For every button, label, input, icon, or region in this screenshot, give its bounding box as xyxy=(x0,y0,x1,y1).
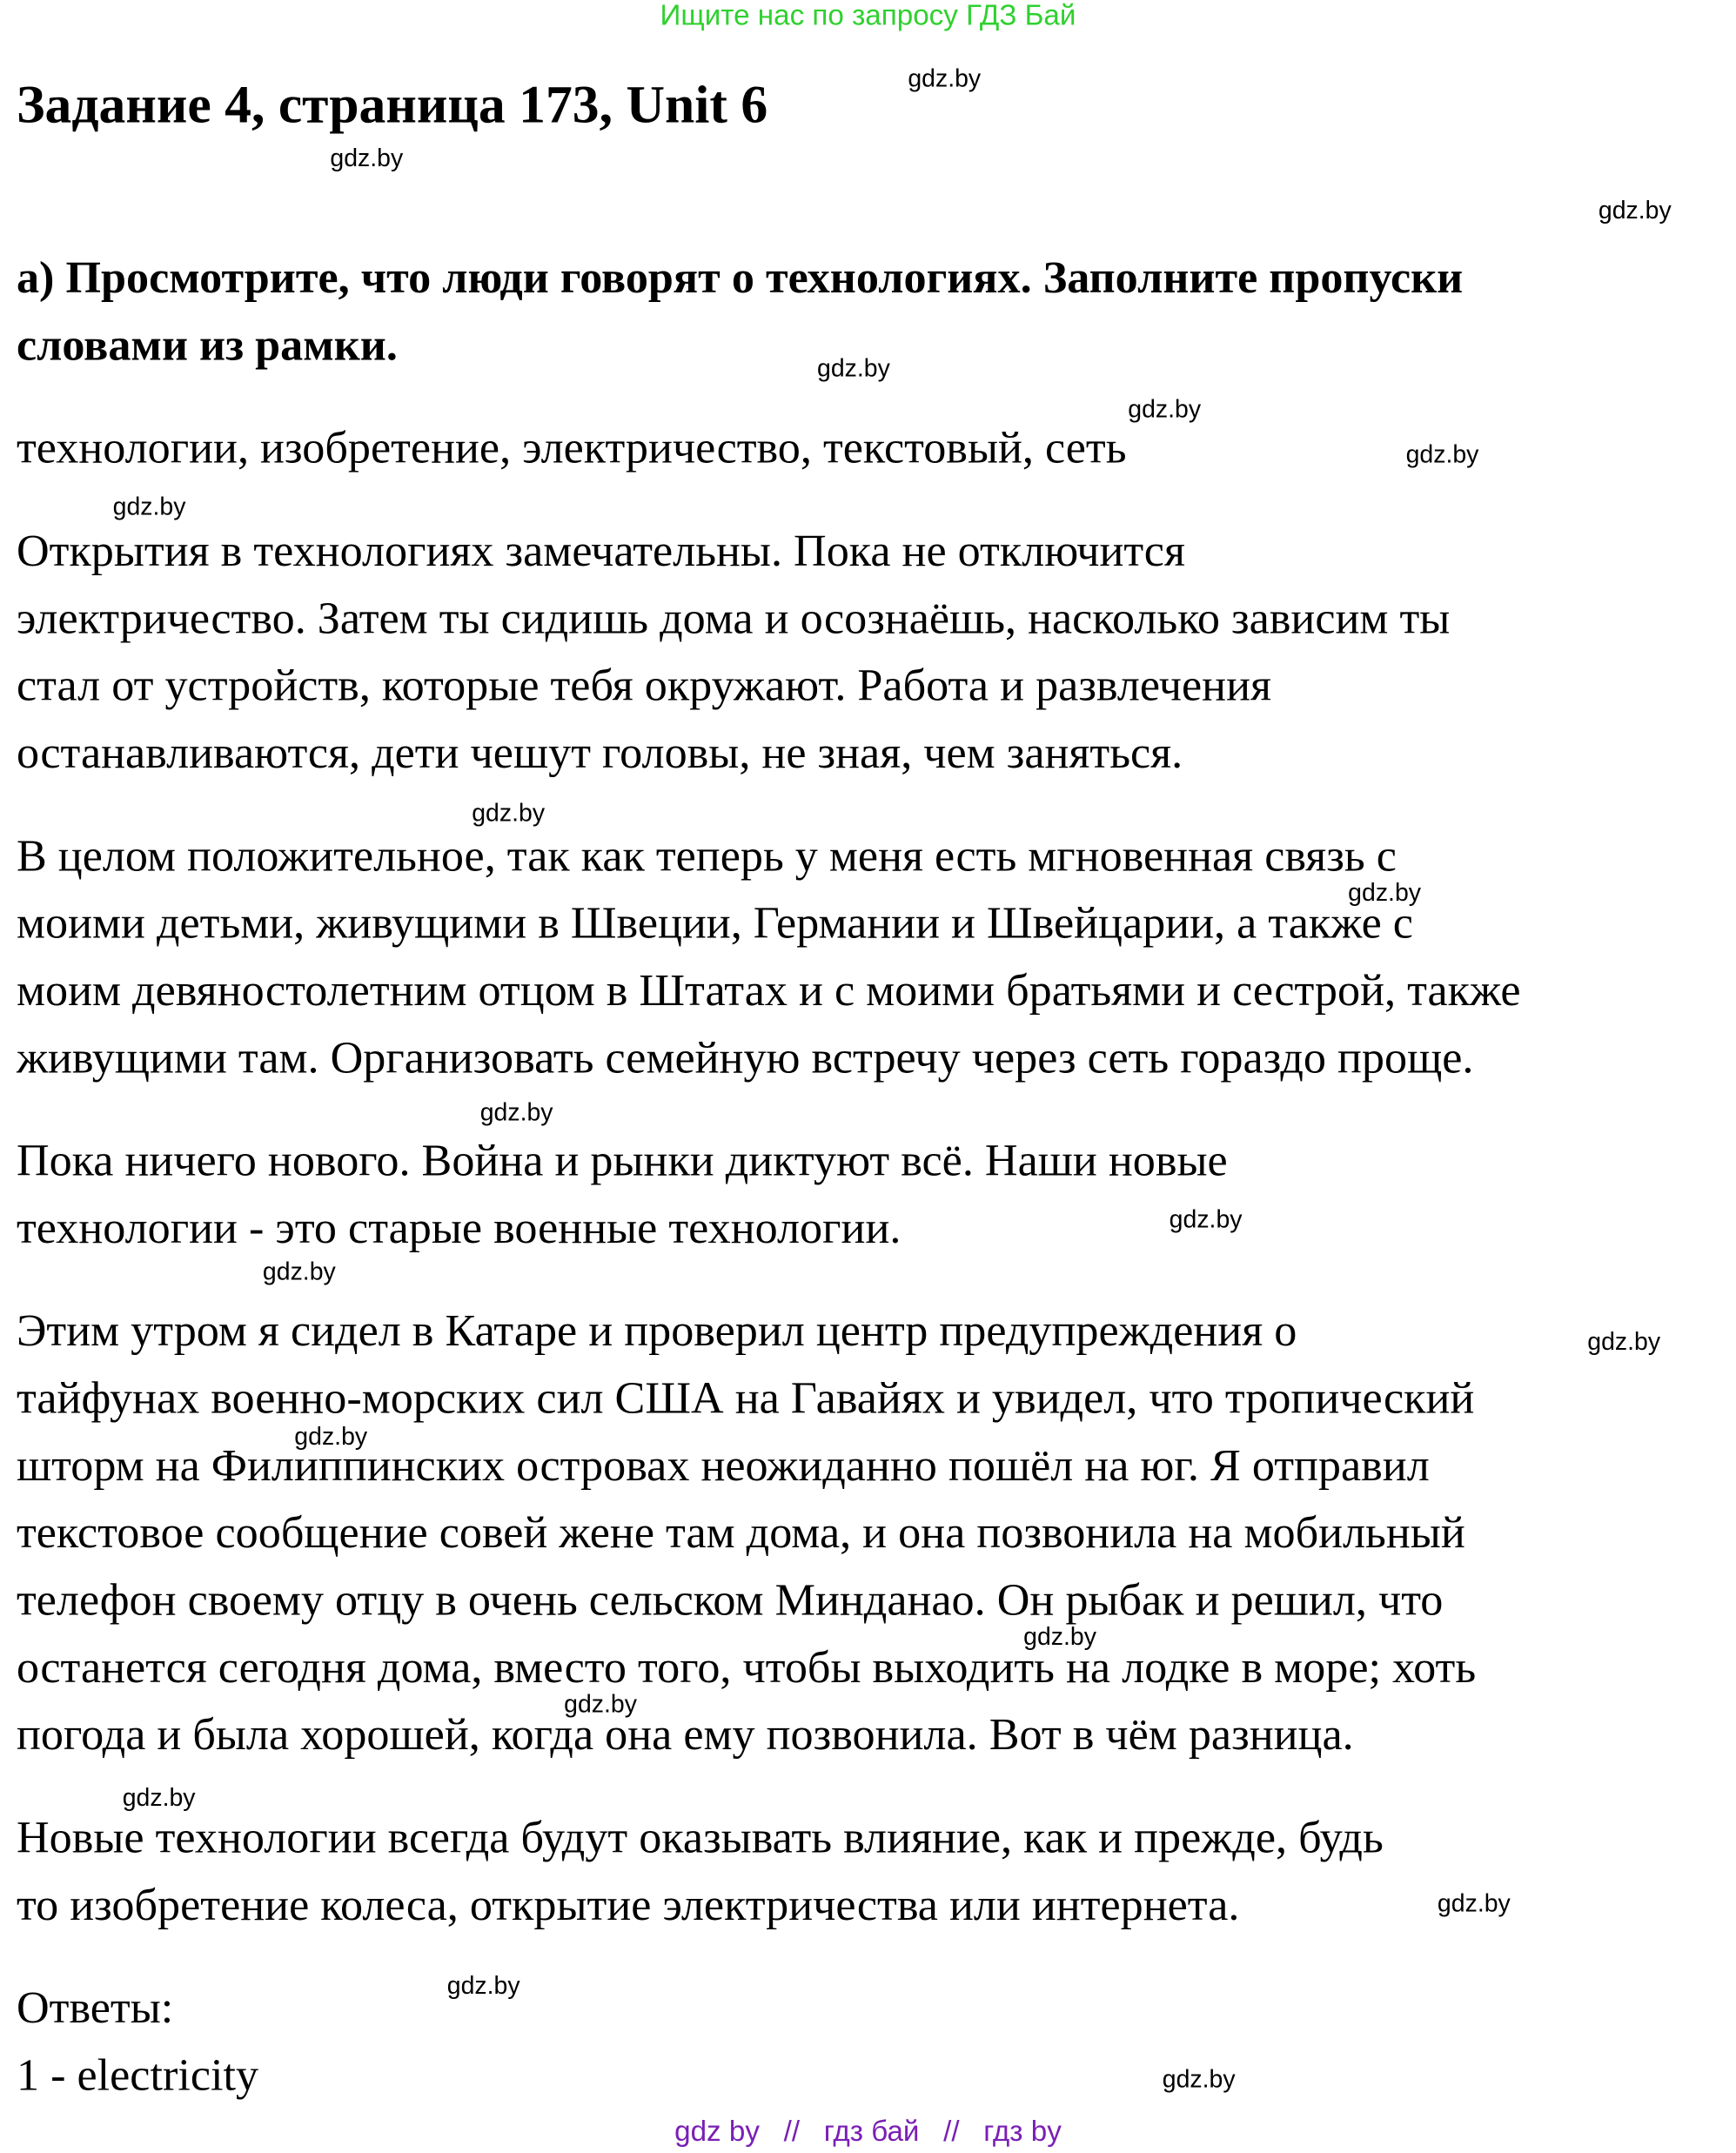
paragraph-1-line-3: стал от устройств, которые тебя окружают. Работа и развлечения xyxy=(16,661,1272,712)
watermark: gdz.by xyxy=(479,1098,553,1126)
paragraph-4-line-4: текстовое сообщение совей жене там дома, и она позвонила на мобильный xyxy=(16,1509,1465,1559)
watermark: gdz.by xyxy=(330,144,404,172)
footer-links xyxy=(0,2116,1736,2149)
watermark: gdz.by xyxy=(816,354,890,382)
paragraph-5-line-1: Новые технологии всегда будут оказывать влияние, как и прежде, будь xyxy=(16,1814,1384,1864)
top-banner-link[interactable]: Ищите нас по запросу ГДЗ Бай xyxy=(660,0,1076,32)
watermark: gdz.by xyxy=(446,1971,520,2000)
paragraph-4-line-3: шторм на Филиппинских островах неожиданно пошёл на юг. Я отправил xyxy=(16,1441,1430,1492)
paragraph-2-line-4: живущими там. Организовать семейную встречу через сеть гораздо проще. xyxy=(16,1034,1474,1083)
task-instruction-line-1: а) Просмотрите, что люди говорят о технологиях. Заполните пропуски xyxy=(16,253,1464,304)
watermark: gdz.by xyxy=(564,1690,637,1718)
paragraph-1-line-4: останавливаются, дети чешут головы, не зная, чем заняться. xyxy=(16,728,1183,779)
paragraph-4-line-6: останется сегодня дома, вместо того, чтобы выходить на лодке в море; хоть xyxy=(16,1643,1477,1694)
page-title: Задание 4, страница 173, Unit 6 xyxy=(16,75,768,135)
answers-heading: Ответы: xyxy=(16,1983,174,2034)
watermark: gdz.by xyxy=(1169,1205,1243,1233)
watermark: gdz.by xyxy=(1023,1622,1096,1651)
paragraph-4-line-7: погода и была хорошей, когда она ему позвонила. Вот в чём разница. xyxy=(16,1710,1354,1761)
watermark: gdz.by xyxy=(1437,1889,1511,1917)
paragraph-1-line-2: электричество. Затем ты сидишь дома и осознаёшь, насколько зависим ты xyxy=(16,594,1451,644)
footer-separator: // xyxy=(783,2116,801,2148)
paragraph-5-line-2: то изобретение колеса, открытие электричества или интернета. xyxy=(16,1881,1240,1931)
footer-link-gdz-by-ru[interactable]: гдз by xyxy=(983,2116,1062,2148)
paragraph-2-line-1: В целом положительное, так как теперь у меня есть мгновенная связь с xyxy=(16,832,1397,882)
footer-link-gdz-by[interactable]: gdz by xyxy=(674,2116,760,2148)
watermark: gdz.by xyxy=(1598,196,1672,225)
watermark: gdz.by xyxy=(1587,1327,1661,1356)
watermark: gdz.by xyxy=(1162,2065,1236,2093)
watermark: gdz.by xyxy=(262,1258,336,1285)
paragraph-3-line-1: Пока ничего нового. Война и рынки диктуют всё. Наши новые xyxy=(16,1137,1228,1187)
paragraph-4-line-5: телефон своему отцу в очень сельском Минданао. Он рыбак и решил, что xyxy=(16,1576,1444,1626)
paragraph-3-line-2: технологии - это старые военные технологии. xyxy=(16,1204,902,1254)
paragraph-2-line-2: моими детьми, живущими в Швеции, Германии и Швейцарии, а также с xyxy=(16,899,1413,949)
word-box: технологии, изобретение, электричество, текстовый, сеть xyxy=(16,424,1127,474)
paragraph-2-line-3: моим девяностолетним отцом в Штатах и с моими братьями и сестрой, также xyxy=(16,966,1521,1016)
watermark: gdz.by xyxy=(294,1422,368,1451)
watermark: gdz.by xyxy=(472,799,546,827)
watermark: gdz.by xyxy=(1128,395,1202,423)
watermark: gdz.by xyxy=(122,1783,196,1812)
paragraph-1-line-1: Открытия в технологиях замечательны. Пока не отключится xyxy=(16,527,1185,577)
task-instruction-line-2: словами из рамки. xyxy=(16,321,398,372)
watermark: gdz.by xyxy=(1348,878,1422,907)
answer-item-1: 1 - electricity xyxy=(16,2051,259,2102)
watermark: gdz.by xyxy=(908,64,982,92)
footer-link-gdz-bai[interactable]: гдз бай xyxy=(823,2116,920,2148)
watermark: gdz.by xyxy=(1405,440,1479,469)
paragraph-4-line-2: тайфунах военно-морских сил США на Гавайях и увидел, что тропический xyxy=(16,1374,1475,1425)
footer-separator: // xyxy=(943,2116,960,2148)
watermark: gdz.by xyxy=(112,493,186,520)
paragraph-4-line-1: Этим утром я сидел в Катаре и проверил центр предупреждения о xyxy=(16,1307,1297,1357)
